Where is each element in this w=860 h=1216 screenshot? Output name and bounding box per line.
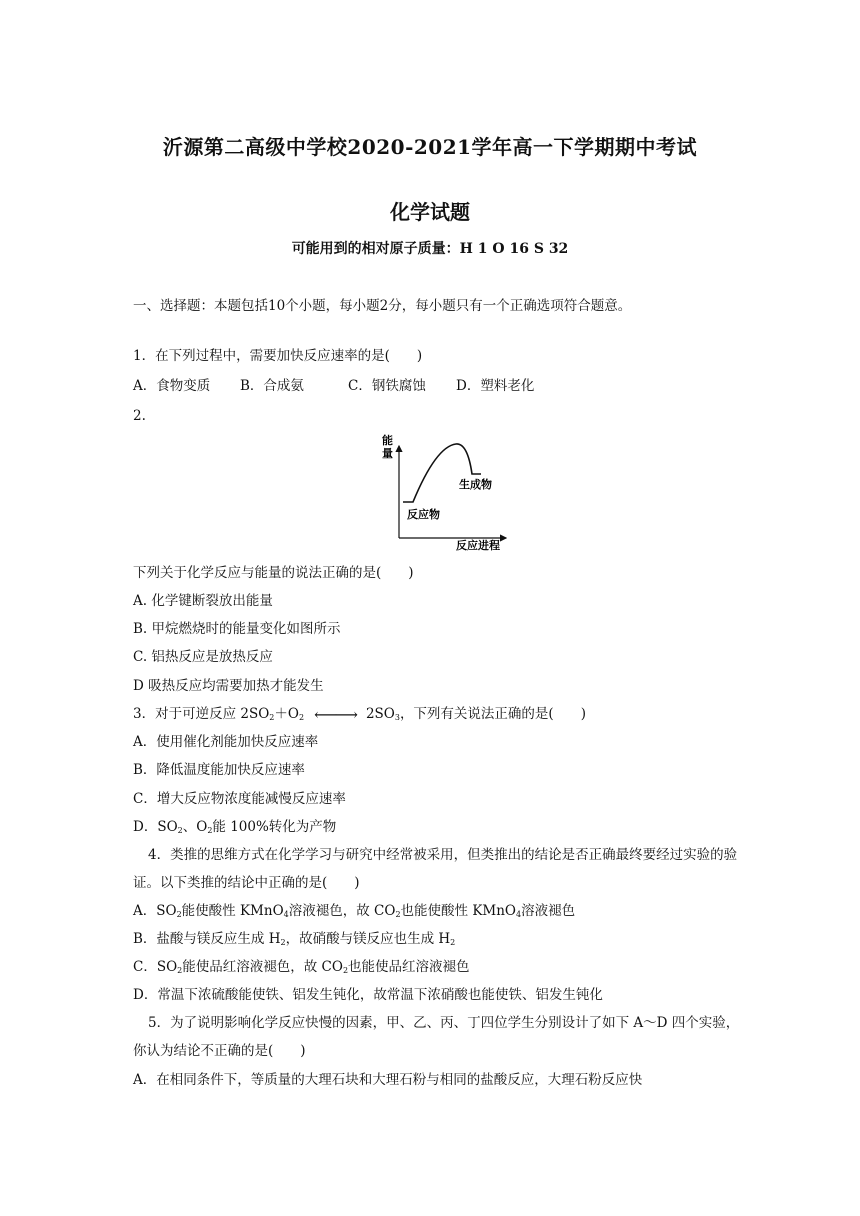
- q2-stem: 下列关于化学反应与能量的说法正确的是( ): [133, 565, 414, 581]
- q4-option-d: D．常温下浓硫酸能使铁、铝发生钝化，故常温下浓硝酸也能使铁、铝发生钝化: [133, 987, 603, 1003]
- exam-subtitle: 化学试题: [390, 200, 470, 224]
- q2-option-a: A. 化学键断裂放出能量: [133, 593, 273, 609]
- q3-option-a: A．使用催化剂能加快反应速率: [133, 734, 319, 750]
- q1-options: [133, 377, 534, 395]
- energy-curve: [403, 444, 481, 502]
- q4-stem-line2: 证。以下类推的结论中正确的是( ): [133, 875, 360, 891]
- q2-number: 2.: [133, 408, 146, 424]
- section-heading: 一、选择题：本题包括10个小题，每小题2分，每小题只有一个正确选项符合题意。: [133, 298, 632, 314]
- q2-option-c: C. 铝热反应是放热反应: [133, 649, 273, 665]
- x-label: 反应进程: [456, 539, 500, 552]
- reactant-label: 反应物: [407, 508, 440, 521]
- exam-title: 沂源第二高级中学校2020-2021学年高一下学期期中考试: [162, 135, 698, 159]
- q2-option-d: D 吸热反应均需要加热才能发生: [133, 678, 324, 694]
- q1-stem: 1．在下列过程中，需要加快反应速率的是( ): [133, 348, 423, 364]
- y-label-2: 量: [382, 447, 393, 460]
- q2-option-b: B. 甲烷燃烧时的能量变化如图所示: [133, 621, 341, 637]
- atomic-mass-note: 可能用到的相对原子质量：H 1 O 16 S 32: [291, 241, 569, 257]
- product-label: 生成物: [459, 478, 492, 491]
- q5-option-a: A．在相同条件下，等质量的大理石块和大理石粉与相同的盐酸反应，大理石粉反应快: [133, 1072, 643, 1088]
- q3-option-d: D．$SO_2$、$O_2$能 100%转化为产物: [133, 819, 337, 835]
- q1-option-c: C．钢铁腐蚀: [348, 378, 426, 394]
- reversible-arrow-icon: ⟵⟶: [314, 705, 356, 724]
- q1-option-a: A．食物变质: [133, 378, 211, 394]
- q4-stem-line1: 4．类推的思维方式在化学学习与研究中经常被采用，但类推出的结论是否正确最终要经过实验的验: [148, 847, 738, 863]
- q3-option-b: B．降低温度能加快反应速率: [133, 762, 305, 778]
- q4-option-a: A．$SO_2$能使酸性 KMnO$_4$溶液褪色，故 $CO_2$也能使酸性 KMnO$_4$溶液褪色: [133, 903, 576, 919]
- q5-stem-line2: 你认为结论不正确的是( ): [133, 1043, 306, 1059]
- q3-stem: 3．对于可逆反应 $2SO_2+O_2$ ⟵⟶ $2SO_3$，下列有关说法正确的是( ): [133, 705, 586, 724]
- q3-option-c: C．增大反应物浓度能减慢反应速率: [133, 791, 346, 807]
- q1-option-b: B．合成氨: [240, 378, 304, 394]
- energy-diagram: [370, 428, 515, 553]
- q4-option-b: B．盐酸与镁反应生成 $H_2$，故硝酸与镁反应也生成 $H_2$: [133, 931, 456, 947]
- q4-option-c: C．$SO_2$能使品红溶液褪色，故 $CO_2$也能使品红溶液褪色: [133, 959, 470, 975]
- y-label-1: 能: [382, 434, 393, 447]
- q5-stem-line1: 5．为了说明影响化学反应快慢的因素，甲、乙、丙、丁四位学生分别设计了如下 A～D 四个实验，: [148, 1015, 740, 1031]
- q1-option-d: D．塑料老化: [456, 378, 535, 394]
